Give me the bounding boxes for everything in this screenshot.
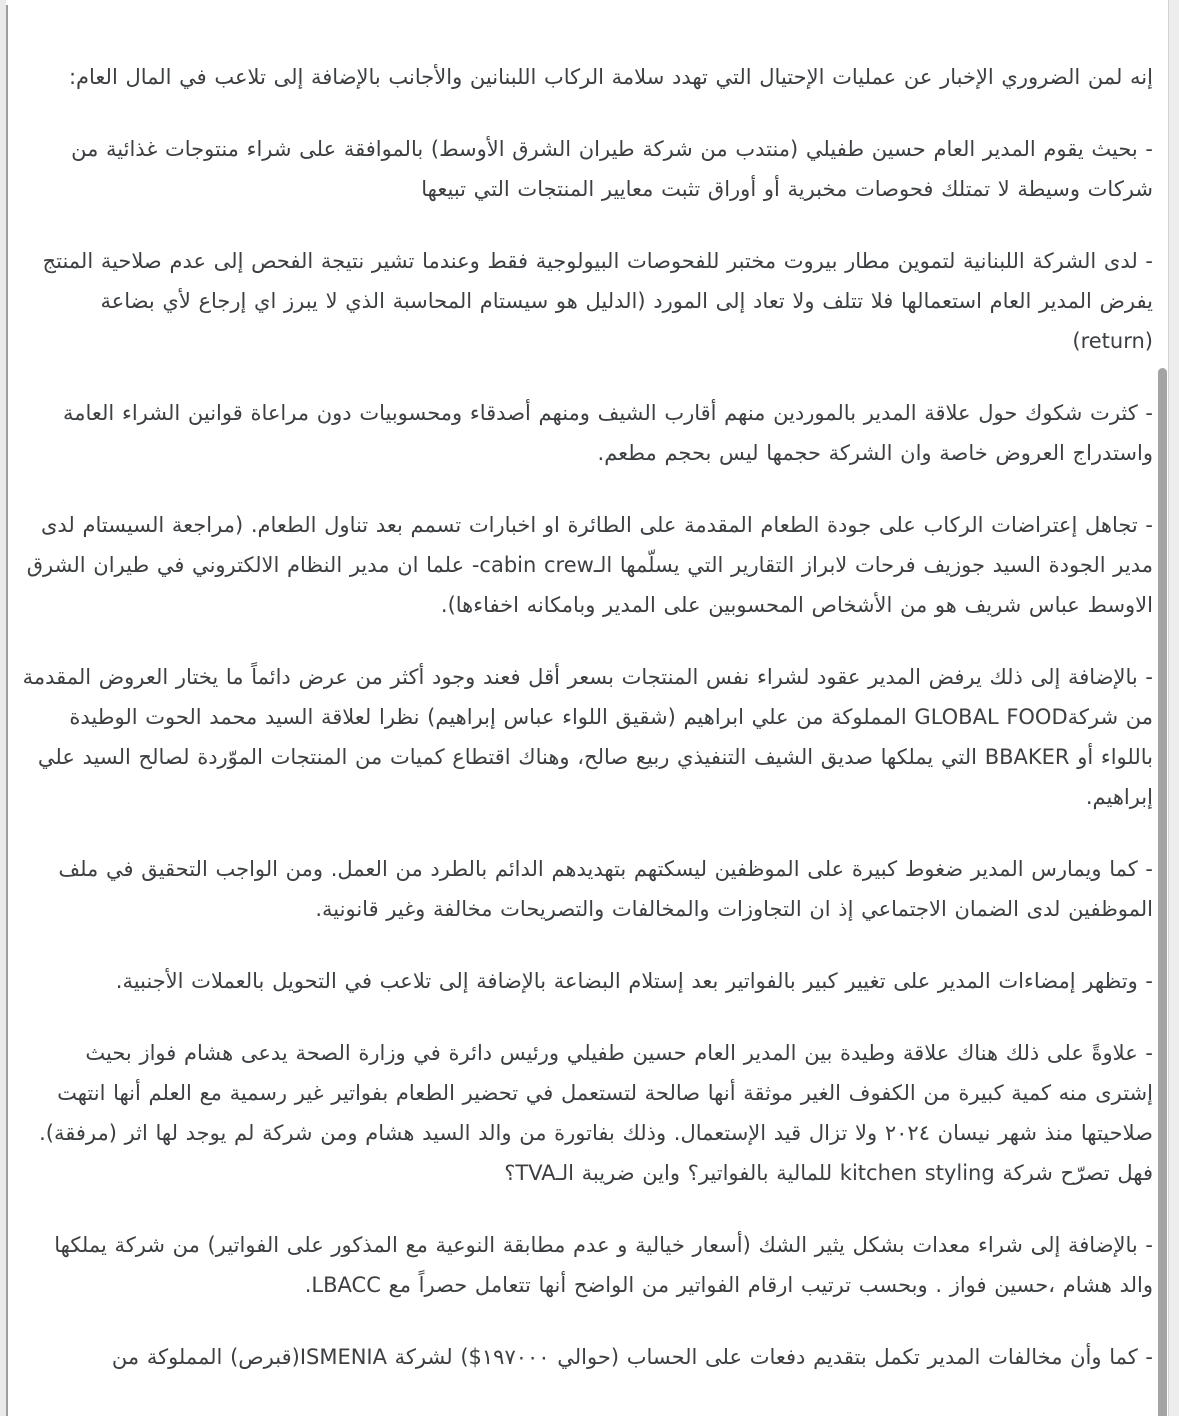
page-left-edge-line xyxy=(6,5,8,1416)
paragraph-item-1: - بحيث يقوم المدير العام حسين طفيلي (منتدب من شركة طيران الشرق الأوسط) بالموافقة على شراء منتوجات غذائية من شركات وسيطة لا تمتلك فحوصات مخبرية أو أوراق تثبت معايير المنتجات التي تبيعها xyxy=(71,137,1153,201)
paragraph-item-3: - كثرت شكوك حول علاقة المدير بالموردين منهم أقارب الشيف ومنهم أصدقاء ومحسوبيات دون مراعاة قوانين الشراء العامة واستدراج العروض خاصة وان الشركة حجمها ليس بحجم مطعم. xyxy=(63,401,1153,465)
paragraph-item-7: - وتظهر إمضاءات المدير على تغيير كبير بالفواتير بعد إستلام البضاعة بالإضافة إلى تلاعب في التحويل بالعملات الأجنبية. xyxy=(115,969,1153,993)
paragraph-item-5: - بالإضافة إلى ذلك يرفض المدير عقود لشراء نفس المنتجات بسعر أقل فعند وجود أكثر من عرض دائماً ما يختار العروض المقدمة من شركةGLOBAL FOOD المملوكة من علي ابراهيم (شقيق اللواء عباس إبراهيم) نظرا لعلاقة السيد محمد الحوت الوطيدة باللواء أو BBAKER التي يملكها صديق الشيف التنفيذي ربيع صالح، وهناك اقتطاع كميات من المنتجات الموّردة لصالح السيد علي إبراهيم. xyxy=(22,665,1153,809)
document-body xyxy=(22,0,1153,1409)
paragraph-item-8: - علاوةً على ذلك هناك علاقة وطيدة بين المدير العام حسين طفيلي ورئيس دائرة في وزارة الصحة يدعى هشام فواز بحيث إشترى منه كمية كبيرة من الكفوف الغير موثقة أنها صالحة لتستعمل في تحضير الطعام بفواتير غير رسمية مع العلم أنها انتهت صلاحيتها منذ شهر نيسان ٢٠٢٤ ولا تزال قيد الإستعمال. وذلك بفاتورة من والد السيد هشام ومن شركة لم يوجد لها اثر (مرفقة). فهل تصرّح شركة kitchen styling للمالية بالفواتير؟ واين ضريبة الـTVA؟ xyxy=(39,1041,1153,1185)
paragraph-item-4: - تجاهل إعتراضات الركاب على جودة الطعام المقدمة على الطائرة او اخبارات تسمم بعد تناول الطعام. (مراجعة السيستام لدى مدير الجودة السيد جوزيف فرحات لابراز التقارير التي يسلّمها الـcabin crew- علما ان مدير النظام الالكتروني في طيران الشرق الاوسط عباس شريف هو من الأشخاص المحسوبين على المدير وبامكانه اخفاءها). xyxy=(26,513,1153,617)
paragraph-intro: إنه لمن الضروري الإخبار عن عمليات الإحتيال التي تهدد سلامة الركاب اللبنانين والأجانب بالإضافة إلى تلاعب في المال العام: xyxy=(68,65,1153,89)
scrollbar-thumb[interactable] xyxy=(1158,368,1167,1416)
scrollbar-track[interactable] xyxy=(1168,0,1179,1416)
paragraph-item-9: - بالإضافة إلى شراء معدات بشكل يثير الشك (أسعار خيالية و عدم مطابقة النوعية مع المذكور على الفواتير) من شركة يملكها والد هشام ،حسين فواز . وبحسب ترتيب ارقام الفواتير من الواضح أنها تتعامل حصراً مع LBACC. xyxy=(54,1233,1153,1297)
paragraph-item-2: - لدى الشركة اللبنانية لتموين مطار بيروت مختبر للفحوصات البيولوجية فقط وعندما تشير نتيجة الفحص إلى عدم صلاحية المنتج يفرض المدير العام استعمالها فلا تتلف ولا تعاد إلى المورد (الدليل هو سيستام المحاسبة الذي لا يبرز اي إرجاع لأي بضاعة (return) xyxy=(42,249,1153,353)
paragraph-item-10: - كما وأن مخالفات المدير تكمل بتقديم دفعات على الحساب (حوالي ١٩٧٠٠٠$) لشركة ISMENIA(قبرص) المملوكة من xyxy=(111,1345,1153,1369)
paragraph-item-6: - كما ويمارس المدير ضغوط كبيرة على الموظفين ليسكتهم بتهديدهم الدائم بالطرد من العمل. ومن الواجب التحقيق في ملف الموظفين لدى الضمان الاجتماعي إذ ان التجاوزات والمخالفات والتصريحات مخالفة وغير قانونية. xyxy=(58,857,1153,921)
